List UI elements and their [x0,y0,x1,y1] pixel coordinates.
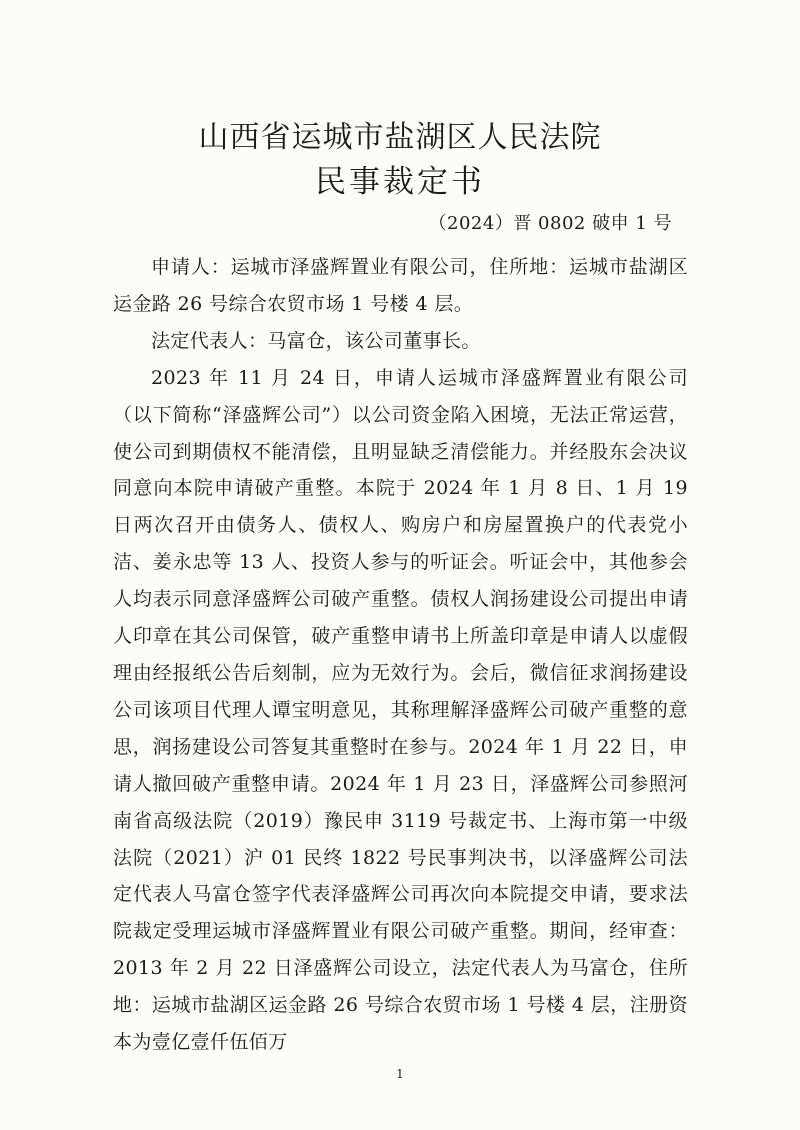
case-number: （2024）晋 0802 破申 1 号 [428,213,672,234]
facts-paragraph: 2023 年 11 月 24 日，申请人运城市泽盛辉置业有限公司（以下简称“泽盛辉公司”）以公司资金陷入困境，无法正常运营，使公司到期债权不能清偿，且明显缺乏清偿能力。并经股东会决议同意向本院申请破产重整。本院于 2024 年 1 月 8 日、1 月 19 日两次召开由债务人、债权人、购房户和房屋置换户的代表党小洁、姜永忠等 13 人、投资人参与的听证会。听证会中，其他参会人均表示同意泽盛辉公司破产重整。债权人润扬建设公司提出申请人印章在其公司保管，破产重整申请书上所盖印章是申请人以虚假理由经报纸公告后刻制，应为无效行为。会后，微信征求润扬建设公司该项目代理人谭宝明意见，其称理解泽盛辉公司破产重整的意思，润扬建设公司答复其重整时在参与。2024 年 1 月 22 日，申请人撤回破产重整申请。2024 年 1 月 23 日，泽盛辉公司参照河南省高级法院（2019）豫民申 3119 号裁定书、上海市第一中级法院（2021）沪 01 民终 1822 号民事判决书，以泽盛辉公司法定代表人马富仓签字代表泽盛辉公司再次向本院提交申请，要求法院裁定受理运城市泽盛辉置业有限公司破产重整。期间，经审查：2013 年 2 月 22 日泽盛辉公司设立，法定代表人为马富仓，住所地：运城市盐湖区运金路 26 号综合农贸市场 1 号楼 4 层，注册资本为壹亿壹仟伍佰万 [113,366,688,1054]
legal-representative-paragraph: 法定代表人：马富仓，该公司董事长。 [151,329,481,352]
court-name: 山西省运城市盐湖区人民法院 [198,120,602,155]
document-type-title: 民事裁定书 [315,164,485,200]
applicant-paragraph: 申请人：运城市泽盛辉置业有限公司，住所地：运城市盐湖区运金路 26 号综合农贸市场 1 号楼 4 层。 [113,256,688,315]
page-number: 1 [396,1067,404,1081]
document-body [113,249,688,1061]
